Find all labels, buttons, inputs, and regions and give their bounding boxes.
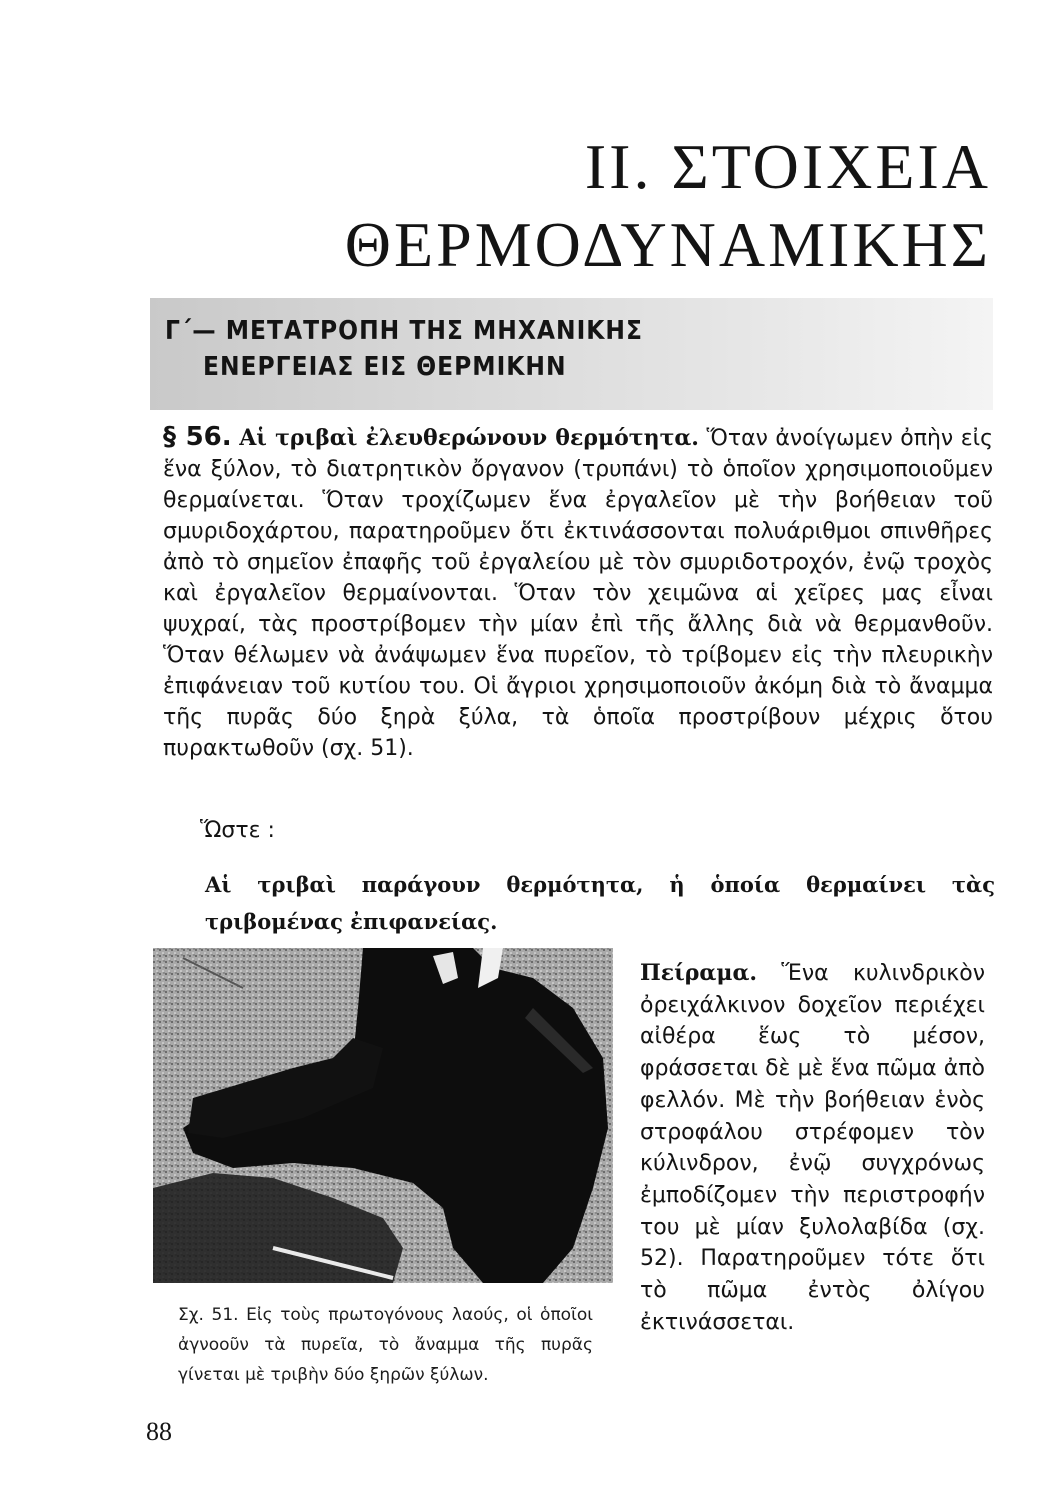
experiment-body: Ἕνα κυλινδρικὸν ὀρειχάλκινον δοχεῖον περιέχει αἰθέρα ἕως τὸ μέσον, φράσσεται δὲ μὲ ἕνα πῶμα ἀπὸ φελλόν. Μὲ τὴν βοήθειαν ἑνὸς στροφάλου στρέφομεν τὸν κύλινδρον, ἐνῷ συγχρόνως ἐμποδίζομεν τὴν περιστροφήν του μὲ μίαν ξυλολαβίδα (σχ. 52). Παρατηροῦμεν τότε ὅτι τὸ πῶμα ἐντὸς ὀλίγου ἐκτινάσσεται. bbox=[640, 961, 985, 1335]
paragraph-body: Ὅταν ἀνοίγωμεν ὀπὴν εἰς ἕνα ξύλον, τὸ διατρητικὸν ὄργανον (τρυπάνι) τὸ ὁποῖον χρησιμοποιοῦμεν θερμαίνεται. Ὅταν τροχίζωμεν ἕνα ἐργαλεῖον μὲ τὴν βοήθειαν τοῦ σμυριδοχάρτου, παρατηροῦμεν ὅτι ἐκτινάσσονται πολυάριθμοι σπινθῆρες ἀπὸ τὸ σημεῖον ἐπαφῆς τοῦ ἐργαλείου μὲ τὸν σμυριδοτροχόν, ἐνῷ τροχὸς καὶ ἐργαλεῖον θερμαίνονται. Ὅταν τὸν χειμῶνα αἱ χεῖρες μας εἶναι ψυχραί, τὰς προστρίβομεν τὴν μίαν ἐπὶ τῆς ἄλλης διὰ νὰ θερμανθοῦν. Ὅταν θέλωμεν νὰ ἀνάψωμεν ἕνα πυρεῖον, τὸ τρίβομεν εἰς τὴν πλευρικὴν ἐπιφάνειαν τοῦ κυτίου του. Οἱ ἄγριοι χρησιμοποιοῦν ἀκόμη διὰ τὸ ἄναμμα τῆς πυρᾶς δύο ξηρὰ ξύλα, τὰ ὁποῖα προστρίβουν μέχρις ὅτου πυρακτωθοῦν (σχ. 51). bbox=[163, 426, 993, 761]
figure-51-caption: Σχ. 51. Εἰς τοὺς πρωτογόνους λαούς, οἱ ὁποῖοι ἀγνοοῦν τὰ πυρεῖα, τὸ ἄναμμα τῆς πυρᾶς γίνεται μὲ τριβὴν δύο ξηρῶν ξύλων. bbox=[178, 1305, 593, 1385]
fire-by-friction-photo bbox=[153, 948, 613, 1283]
chapter-title-line2: ΘΕΡΜΟΔΥΝΑΜΙΚΗΣ bbox=[344, 209, 991, 280]
conclusion-intro: Ὥστε : bbox=[200, 818, 275, 843]
chapter-title bbox=[345, 128, 991, 284]
figure-51-photo bbox=[153, 948, 613, 1283]
section-heading bbox=[165, 313, 643, 385]
section-heading-line1: Γ΄— ΜΕΤΑΤΡΟΠΗ ΤΗΣ ΜΗΧΑΝΙΚΗΣ bbox=[165, 316, 643, 346]
conclusion-statement: Αἱ τριβαὶ παράγουν θερμότητα, ἡ ὁποία θερμαίνει τὰς τριβομένας ἐπιφανείας. bbox=[205, 872, 995, 934]
paragraph-56 bbox=[163, 422, 993, 764]
experiment-heading: Πείραμα. bbox=[640, 960, 758, 986]
paragraph-heading: Αἱ τριβαὶ ἐλευθερώνουν θερμότητα. bbox=[239, 425, 699, 451]
paragraph-number: § 56. bbox=[163, 422, 232, 452]
chapter-title-line1: II. ΣΤΟΙΧΕΙΑ bbox=[584, 131, 991, 202]
page-number: 88 bbox=[146, 1417, 172, 1446]
section-heading-line2: ΕΝΕΡΓΕΙΑΣ ΕΙΣ ΘΕΡΜΙΚΗΝ bbox=[203, 352, 567, 382]
experiment-paragraph bbox=[640, 958, 985, 1338]
